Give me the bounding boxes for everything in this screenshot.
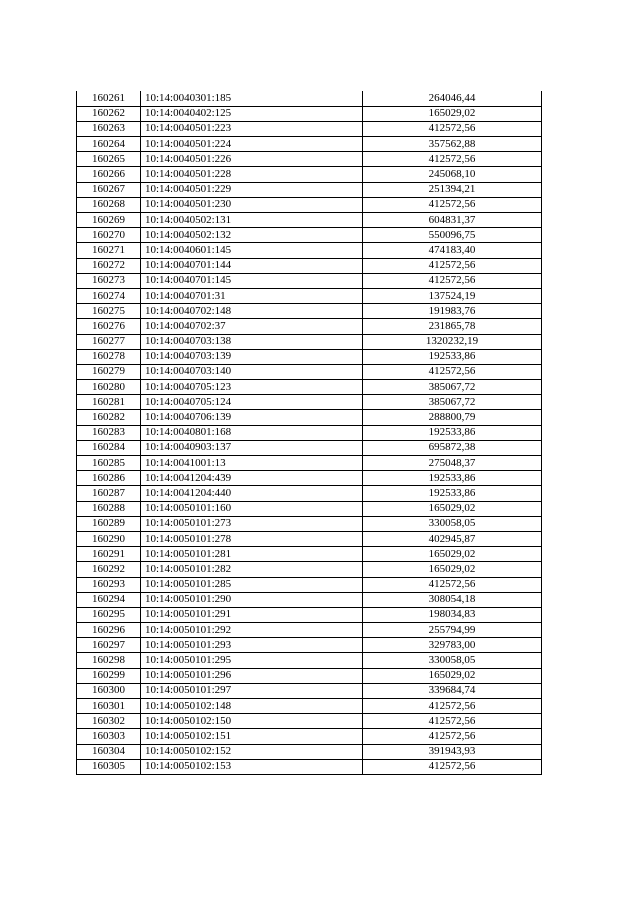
cadastral-number-cell: 10:14:0040801:168	[141, 425, 363, 440]
table-row	[77, 304, 542, 319]
table-row	[77, 562, 542, 577]
row-number-cell: 160267	[77, 182, 141, 197]
cadastral-value-cell: 412572,56	[363, 364, 542, 379]
cadastral-number-cell: 10:14:0040402:125	[141, 106, 363, 121]
table-row	[77, 440, 542, 455]
cadastral-value-cell: 192533,86	[363, 349, 542, 364]
cadastral-value-cell: 192533,86	[363, 425, 542, 440]
row-number-cell: 160269	[77, 213, 141, 228]
table-row	[77, 623, 542, 638]
row-number-cell: 160283	[77, 425, 141, 440]
cadastral-value-cell: 288800,79	[363, 410, 542, 425]
row-number-cell: 160279	[77, 364, 141, 379]
cadastral-value-cell: 412572,56	[363, 152, 542, 167]
cadastral-value-cell: 412572,56	[363, 759, 542, 774]
cadastral-value-cell: 550096,75	[363, 228, 542, 243]
row-number-cell: 160278	[77, 349, 141, 364]
cadastral-number-cell: 10:14:0050101:293	[141, 638, 363, 653]
row-number-cell: 160276	[77, 319, 141, 334]
cadastral-number-cell: 10:14:0050101:273	[141, 516, 363, 531]
table-row	[77, 258, 542, 273]
cadastral-value-cell: 391943,93	[363, 744, 542, 759]
cadastral-value-cell: 412572,56	[363, 273, 542, 288]
cadastral-value-cell: 604831,37	[363, 213, 542, 228]
cadastral-number-cell: 10:14:0050101:278	[141, 531, 363, 546]
row-number-cell: 160298	[77, 653, 141, 668]
table-row	[77, 714, 542, 729]
cadastral-value-cell: 412572,56	[363, 121, 542, 136]
row-number-cell: 160284	[77, 440, 141, 455]
cadastral-number-cell: 10:14:0050101:291	[141, 607, 363, 622]
row-number-cell: 160270	[77, 228, 141, 243]
table-row	[77, 395, 542, 410]
cadastral-value-cell: 402945,87	[363, 531, 542, 546]
table-row	[77, 152, 542, 167]
cadastral-value-cell: 245068,10	[363, 167, 542, 182]
table-row	[77, 137, 542, 152]
row-number-cell: 160301	[77, 699, 141, 714]
cadastral-number-cell: 10:14:0040703:138	[141, 334, 363, 349]
table-row	[77, 759, 542, 774]
table-row	[77, 121, 542, 136]
cadastral-number-cell: 10:14:0050101:296	[141, 668, 363, 683]
row-number-cell: 160265	[77, 152, 141, 167]
row-number-cell: 160261	[77, 91, 141, 106]
cadastral-number-cell: 10:14:0040706:139	[141, 410, 363, 425]
row-number-cell: 160273	[77, 273, 141, 288]
cadastral-number-cell: 10:14:0050101:281	[141, 547, 363, 562]
cadastral-value-cell: 412572,56	[363, 577, 542, 592]
row-number-cell: 160303	[77, 729, 141, 744]
cadastral-value-cell: 412572,56	[363, 197, 542, 212]
row-number-cell: 160268	[77, 197, 141, 212]
row-number-cell: 160292	[77, 562, 141, 577]
table-row	[77, 531, 542, 546]
row-number-cell: 160293	[77, 577, 141, 592]
cadastral-value-cell: 695872,38	[363, 440, 542, 455]
table-row	[77, 471, 542, 486]
row-number-cell: 160287	[77, 486, 141, 501]
row-number-cell: 160262	[77, 106, 141, 121]
cadastral-number-cell: 10:14:0040502:131	[141, 213, 363, 228]
table-row	[77, 380, 542, 395]
cadastral-number-cell: 10:14:0050101:290	[141, 592, 363, 607]
cadastral-number-cell: 10:14:0040702:37	[141, 319, 363, 334]
row-number-cell: 160282	[77, 410, 141, 425]
cadastral-value-cell: 255794,99	[363, 623, 542, 638]
row-number-cell: 160285	[77, 456, 141, 471]
row-number-cell: 160299	[77, 668, 141, 683]
table-row	[77, 273, 542, 288]
row-number-cell: 160304	[77, 744, 141, 759]
cadastral-value-cell: 251394,21	[363, 182, 542, 197]
cadastral-value-cell: 275048,37	[363, 456, 542, 471]
table-row	[77, 243, 542, 258]
cadastral-number-cell: 10:14:0040701:145	[141, 273, 363, 288]
table-row	[77, 349, 542, 364]
cadastral-value-cell: 165029,02	[363, 547, 542, 562]
row-number-cell: 160294	[77, 592, 141, 607]
table-row	[77, 668, 542, 683]
cadastral-value-cell: 308054,18	[363, 592, 542, 607]
row-number-cell: 160302	[77, 714, 141, 729]
cadastral-number-cell: 10:14:0040501:223	[141, 121, 363, 136]
table-row	[77, 288, 542, 303]
row-number-cell: 160275	[77, 304, 141, 319]
cadastral-value-cell: 412572,56	[363, 258, 542, 273]
cadastral-value-cell: 165029,02	[363, 106, 542, 121]
cadastral-value-cell: 165029,02	[363, 501, 542, 516]
cadastral-number-cell: 10:14:0041001:13	[141, 456, 363, 471]
cadastral-number-cell: 10:14:0050102:151	[141, 729, 363, 744]
table-row	[77, 729, 542, 744]
table-row	[77, 410, 542, 425]
table-row	[77, 683, 542, 698]
table-row	[77, 213, 542, 228]
cadastral-value-cell: 137524,19	[363, 288, 542, 303]
cadastral-value-cell: 165029,02	[363, 562, 542, 577]
cadastral-value-cell: 330058,05	[363, 516, 542, 531]
row-number-cell: 160271	[77, 243, 141, 258]
row-number-cell: 160297	[77, 638, 141, 653]
cadastral-number-cell: 10:14:0040301:185	[141, 91, 363, 106]
table-row	[77, 547, 542, 562]
table-row	[77, 653, 542, 668]
cadastral-number-cell: 10:14:0040501:230	[141, 197, 363, 212]
row-number-cell: 160263	[77, 121, 141, 136]
cadastral-number-cell: 10:14:0050101:285	[141, 577, 363, 592]
cadastral-number-cell: 10:14:0050101:292	[141, 623, 363, 638]
row-number-cell: 160291	[77, 547, 141, 562]
cadastral-number-cell: 10:14:0041204:439	[141, 471, 363, 486]
cadastral-value-cell: 264046,44	[363, 91, 542, 106]
table-row	[77, 425, 542, 440]
cadastral-number-cell: 10:14:0040701:144	[141, 258, 363, 273]
cadastral-number-cell: 10:14:0050102:153	[141, 759, 363, 774]
row-number-cell: 160280	[77, 380, 141, 395]
cadastral-number-cell: 10:14:0040703:139	[141, 349, 363, 364]
row-number-cell: 160277	[77, 334, 141, 349]
cadastral-number-cell: 10:14:0041204:440	[141, 486, 363, 501]
cadastral-value-table	[76, 91, 542, 775]
cadastral-value-cell: 330058,05	[363, 653, 542, 668]
cadastral-value-cell: 412572,56	[363, 729, 542, 744]
table-row	[77, 699, 542, 714]
cadastral-value-cell: 165029,02	[363, 668, 542, 683]
table-row	[77, 319, 542, 334]
cadastral-number-cell: 10:14:0050101:295	[141, 653, 363, 668]
cadastral-value-cell: 192533,86	[363, 486, 542, 501]
row-number-cell: 160286	[77, 471, 141, 486]
table-row	[77, 91, 542, 106]
cadastral-number-cell: 10:14:0040705:124	[141, 395, 363, 410]
cadastral-number-cell: 10:14:0040601:145	[141, 243, 363, 258]
cadastral-number-cell: 10:14:0050102:148	[141, 699, 363, 714]
cadastral-value-cell: 192533,86	[363, 471, 542, 486]
table-row	[77, 501, 542, 516]
cadastral-number-cell: 10:14:0040501:228	[141, 167, 363, 182]
cadastral-value-cell: 357562,88	[363, 137, 542, 152]
row-number-cell: 160296	[77, 623, 141, 638]
row-number-cell: 160266	[77, 167, 141, 182]
cadastral-number-cell: 10:14:0040701:31	[141, 288, 363, 303]
row-number-cell: 160300	[77, 683, 141, 698]
table-row	[77, 638, 542, 653]
table-row	[77, 106, 542, 121]
row-number-cell: 160289	[77, 516, 141, 531]
cadastral-number-cell: 10:14:0050101:160	[141, 501, 363, 516]
table-row	[77, 167, 542, 182]
row-number-cell: 160281	[77, 395, 141, 410]
table-row	[77, 182, 542, 197]
cadastral-value-cell: 231865,78	[363, 319, 542, 334]
cadastral-number-cell: 10:14:0040703:140	[141, 364, 363, 379]
cadastral-value-cell: 474183,40	[363, 243, 542, 258]
table-row	[77, 364, 542, 379]
cadastral-value-cell: 339684,74	[363, 683, 542, 698]
row-number-cell: 160305	[77, 759, 141, 774]
row-number-cell: 160272	[77, 258, 141, 273]
cadastral-value-cell: 329783,00	[363, 638, 542, 653]
cadastral-number-cell: 10:14:0050102:150	[141, 714, 363, 729]
cadastral-value-cell: 191983,76	[363, 304, 542, 319]
row-number-cell: 160295	[77, 607, 141, 622]
cadastral-number-cell: 10:14:0050101:297	[141, 683, 363, 698]
table-row	[77, 516, 542, 531]
cadastral-number-cell: 10:14:0040501:226	[141, 152, 363, 167]
cadastral-value-cell: 1320232,19	[363, 334, 542, 349]
cadastral-number-cell: 10:14:0040705:123	[141, 380, 363, 395]
cadastral-number-cell: 10:14:0040903:137	[141, 440, 363, 455]
table-row	[77, 577, 542, 592]
cadastral-number-cell: 10:14:0040501:229	[141, 182, 363, 197]
row-number-cell: 160288	[77, 501, 141, 516]
cadastral-number-cell: 10:14:0050102:152	[141, 744, 363, 759]
row-number-cell: 160274	[77, 288, 141, 303]
table-row	[77, 486, 542, 501]
table-body	[77, 91, 542, 774]
cadastral-value-cell: 385067,72	[363, 395, 542, 410]
cadastral-number-cell: 10:14:0050101:282	[141, 562, 363, 577]
cadastral-value-cell: 412572,56	[363, 699, 542, 714]
table-row	[77, 592, 542, 607]
table-row	[77, 228, 542, 243]
row-number-cell: 160290	[77, 531, 141, 546]
row-number-cell: 160264	[77, 137, 141, 152]
cadastral-value-cell: 412572,56	[363, 714, 542, 729]
cadastral-number-cell: 10:14:0040702:148	[141, 304, 363, 319]
table-row	[77, 607, 542, 622]
cadastral-value-cell: 198034,83	[363, 607, 542, 622]
table-row	[77, 744, 542, 759]
cadastral-value-cell: 385067,72	[363, 380, 542, 395]
cadastral-number-cell: 10:14:0040502:132	[141, 228, 363, 243]
table-row	[77, 456, 542, 471]
table-row	[77, 334, 542, 349]
cadastral-number-cell: 10:14:0040501:224	[141, 137, 363, 152]
table-row	[77, 197, 542, 212]
